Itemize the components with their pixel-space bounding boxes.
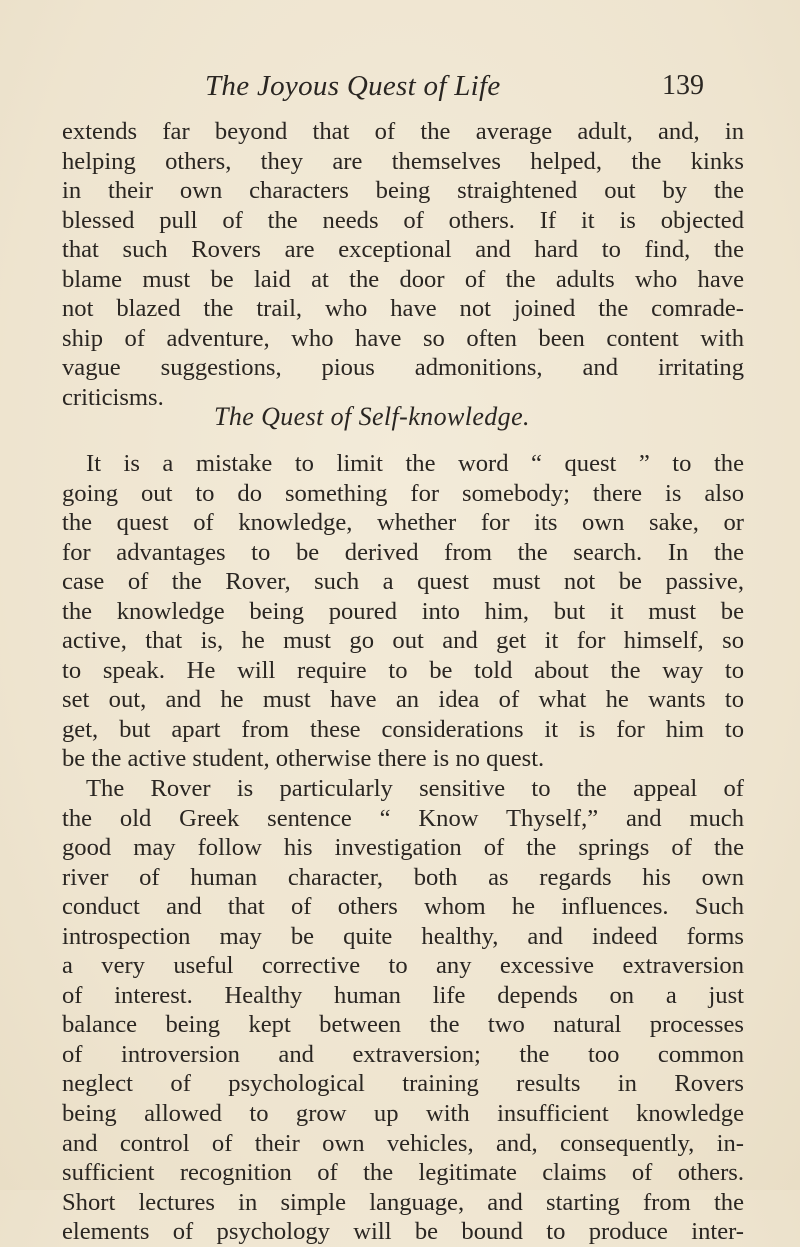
text-line: to speak. He will require to be told about the way to — [62, 656, 744, 684]
text-line: a very useful corrective to any excessive extraversion — [62, 952, 744, 980]
text-line: Short lectures in simple language, and starting from the — [62, 1188, 744, 1216]
text-line: that such Rovers are exceptional and hard to find, the — [62, 236, 744, 264]
text-line: get, but apart from these considerations it is for him to — [62, 715, 744, 743]
text-line: criticisms. — [62, 383, 164, 411]
text-line: of introversion and extraversion; the too common — [62, 1040, 744, 1068]
text-line: balance being kept between the two natural processes — [62, 1011, 744, 1039]
section-heading: The Quest of Self-knowledge. — [214, 402, 530, 431]
text-line: neglect of psychological training results in Rovers — [62, 1070, 744, 1098]
running-title: The Joyous Quest of Life — [205, 70, 501, 102]
text-line: in their own characters being straightened out by the — [62, 177, 744, 205]
text-line: set out, and he must have an idea of what he wants to — [62, 686, 744, 714]
text-line: the knowledge being poured into him, but it must be — [62, 597, 744, 625]
paragraph-continued — [62, 117, 744, 412]
text-line: river of human character, both as regards his own — [62, 863, 744, 891]
text-line: introspection may be quite healthy, and indeed forms — [62, 922, 744, 950]
text-line: being allowed to grow up with insufficient knowledge — [62, 1100, 744, 1128]
section-body — [62, 449, 744, 1247]
text-line: extends far beyond that of the average adult, and, in — [62, 118, 744, 145]
text-line: going out to do something for somebody; there is also — [62, 479, 744, 507]
text-line: the old Greek sentence “ Know Thyself,” and much — [62, 804, 744, 832]
text-line: conduct and that of others whom he influences. Such — [62, 893, 744, 921]
text-line: of interest. Healthy human life depends on a just — [62, 981, 744, 1009]
text-line: It is a mistake to limit the word “ quest ” to the — [86, 450, 744, 477]
text-line: vague suggestions, pious admonitions, and irritating — [62, 354, 744, 382]
text-line: The Rover is particularly sensitive to the appeal of — [86, 775, 744, 803]
text-line: helping others, they are themselves helped, the kinks — [62, 147, 744, 175]
text-line: good may follow his investigation of the springs of the — [62, 834, 744, 862]
text-line: elements of psychology will be bound to produce inter- — [62, 1218, 744, 1246]
text-line: sufficient recognition of the legitimate claims of others. — [62, 1159, 744, 1187]
text-line: active, that is, he must go out and get it for himself, so — [62, 627, 744, 655]
text-line: case of the Rover, such a quest must not be passive, — [62, 568, 744, 596]
text-line: the quest of knowledge, whether for its own sake, or — [62, 509, 744, 537]
text-line: ship of adventure, who have so often been content with — [62, 324, 744, 352]
text-line: be the active student, otherwise there is no quest. — [62, 745, 545, 773]
page-number: 139 — [662, 70, 704, 101]
text-line: for advantages to be derived from the search. In the — [62, 538, 744, 566]
text-line: blessed pull of the needs of others. If it is objected — [62, 206, 744, 234]
text-line: not blazed the trail, who have not joined the comrade- — [62, 295, 744, 323]
text-line: blame must be laid at the door of the adults who have — [62, 265, 744, 293]
text-line: and control of their own vehicles, and, consequently, in- — [62, 1129, 744, 1157]
